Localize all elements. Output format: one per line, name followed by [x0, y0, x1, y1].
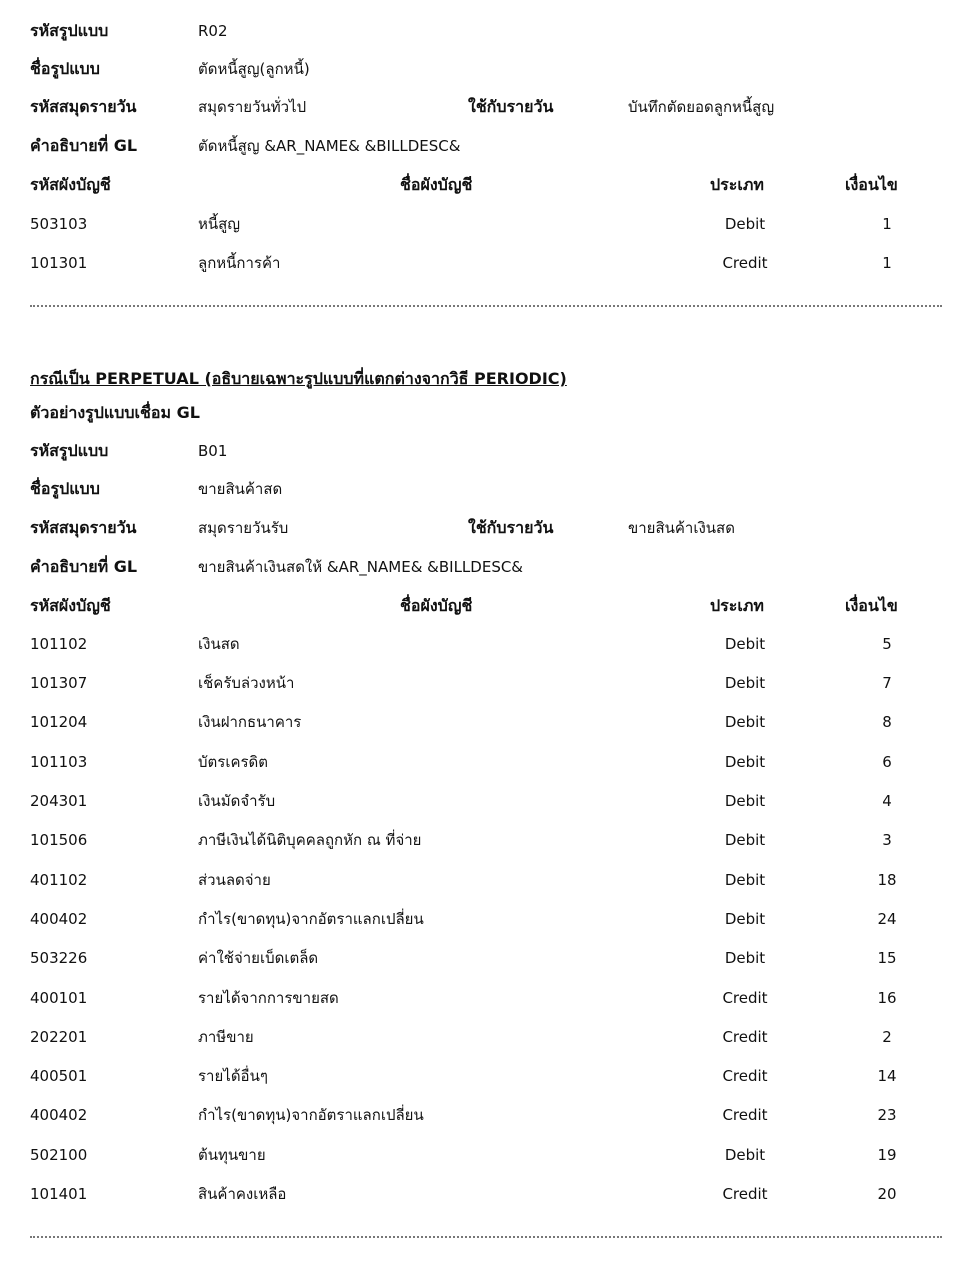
- entry-type: Debit: [724, 792, 766, 810]
- journal-code-label: รหัสสมุดรายวัน: [30, 518, 137, 537]
- account-code: 101307: [30, 674, 88, 692]
- table-row: [30, 1182, 930, 1206]
- account-code: 502100: [30, 1146, 88, 1164]
- use-with-journal-label: ใช้กับรายวัน: [468, 518, 554, 537]
- header-type: ประเภท: [710, 596, 764, 615]
- header-account-name: ชื่อผังบัญชี: [400, 175, 473, 194]
- entry-type: Credit: [722, 1185, 768, 1203]
- gl-description-value: ตัดหนี้สูญ &AR_NAME& &BILLDESC&: [198, 137, 461, 155]
- table-row: [30, 1064, 930, 1088]
- pattern-name-value: ตัดหนี้สูญ(ลูกหนี้): [198, 60, 310, 78]
- account-code: 503226: [30, 949, 88, 967]
- entry-type: Credit: [722, 1028, 768, 1046]
- account-name: กำไร(ขาดทุน)จากอัตราแลกเปลี่ยน: [198, 1106, 424, 1124]
- condition: 4: [882, 792, 892, 810]
- entry-type: Debit: [724, 831, 766, 849]
- table-row: [30, 1143, 930, 1167]
- condition: 2: [882, 1028, 892, 1046]
- dotted-divider: [30, 305, 942, 307]
- header-account-code: รหัสผังบัญชี: [30, 596, 111, 615]
- pattern-code-value: B01: [198, 442, 228, 460]
- table-row: [30, 986, 930, 1010]
- entry-type: Credit: [722, 989, 768, 1007]
- condition: 1: [882, 254, 892, 272]
- condition: 8: [882, 713, 892, 731]
- table-row: [30, 1103, 930, 1127]
- sub-title: ตัวอย่างรูปแบบเชื่อม GL: [30, 403, 200, 422]
- table-row: [30, 750, 930, 774]
- account-name: รายได้อื่นๆ: [198, 1067, 268, 1085]
- account-code: 101301: [30, 254, 88, 272]
- header-condition: เงื่อนไข: [845, 596, 898, 615]
- pattern-code-label: รหัสรูปแบบ: [30, 21, 109, 40]
- account-code: 202201: [30, 1028, 88, 1046]
- account-code: 101102: [30, 635, 88, 653]
- account-code: 101204: [30, 713, 88, 731]
- condition: 18: [877, 871, 897, 889]
- account-code: 101401: [30, 1185, 88, 1203]
- entry-type: Debit: [724, 949, 766, 967]
- table-row: [30, 907, 930, 931]
- table-row: [30, 671, 930, 695]
- account-name: ส่วนลดจ่าย: [198, 871, 271, 889]
- account-name: ภาษีขาย: [198, 1028, 254, 1046]
- condition: 24: [877, 910, 897, 928]
- account-name: หนี้สูญ: [198, 215, 241, 233]
- pattern-code-value: R02: [198, 22, 228, 40]
- header-condition: เงื่อนไข: [845, 175, 898, 194]
- table-row: [30, 789, 930, 813]
- entry-type: Debit: [724, 674, 766, 692]
- account-name: รายได้จากการขายสด: [198, 989, 339, 1007]
- table-row: [30, 251, 930, 275]
- pattern-code-label: รหัสรูปแบบ: [30, 441, 109, 460]
- account-name: บัตรเครดิต: [198, 753, 269, 771]
- entry-type: Credit: [722, 1067, 768, 1085]
- account-name: ค่าใช้จ่ายเบ็ดเตล็ด: [198, 949, 319, 967]
- use-with-journal-value: ขายสินค้าเงินสด: [628, 519, 735, 537]
- header-type: ประเภท: [710, 175, 764, 194]
- dotted-divider: [30, 1236, 942, 1238]
- entry-type: Debit: [724, 910, 766, 928]
- condition: 16: [877, 989, 897, 1007]
- table-row: [30, 632, 930, 656]
- journal-code-value: สมุดรายวันรับ: [198, 519, 289, 537]
- entry-type: Debit: [724, 753, 766, 771]
- pattern-name-label: ชื่อรูปแบบ: [30, 59, 100, 78]
- entry-type: Debit: [724, 713, 766, 731]
- table-header: [30, 594, 930, 618]
- account-code: 101103: [30, 753, 88, 771]
- gl-description-value: ขายสินค้าเงินสดให้ &AR_NAME& &BILLDESC&: [198, 558, 524, 576]
- pattern-name-label: ชื่อรูปแบบ: [30, 479, 100, 498]
- entry-type: Debit: [724, 871, 766, 889]
- entry-type: Credit: [722, 1106, 768, 1124]
- account-code: 401102: [30, 871, 88, 889]
- condition: 3: [882, 831, 892, 849]
- table-row: [30, 828, 930, 852]
- table-row: [30, 1025, 930, 1049]
- account-name: สินค้าคงเหลือ: [198, 1185, 287, 1203]
- account-code: 204301: [30, 792, 88, 810]
- entry-type: Debit: [724, 215, 766, 233]
- gl-description-label: คำอธิบายที่ GL: [30, 557, 138, 576]
- account-name: ลูกหนี้การค้า: [198, 254, 281, 272]
- account-name: เงินมัดจำรับ: [198, 792, 276, 810]
- condition: 7: [882, 674, 892, 692]
- account-name: ภาษีเงินได้นิติบุคคลถูกหัก ณ ที่จ่าย: [198, 831, 422, 849]
- table-header: [30, 173, 930, 197]
- condition: 20: [877, 1185, 897, 1203]
- account-code: 503103: [30, 215, 88, 233]
- table-row: [30, 710, 930, 734]
- section-title: กรณีเป็น PERPETUAL (อธิบายเฉพาะรูปแบบที่แตกต่างจากวิธี PERIODIC): [30, 369, 567, 388]
- table-row: [30, 212, 930, 236]
- account-code: 400402: [30, 1106, 88, 1124]
- condition: 14: [877, 1067, 897, 1085]
- table-row: [30, 868, 930, 892]
- header-account-name: ชื่อผังบัญชี: [400, 596, 473, 615]
- account-code: 400501: [30, 1067, 88, 1085]
- account-code: 101506: [30, 831, 88, 849]
- header-account-code: รหัสผังบัญชี: [30, 175, 111, 194]
- account-code: 400402: [30, 910, 88, 928]
- use-with-journal-value: บันทึกตัดยอดลูกหนี้สูญ: [628, 98, 775, 116]
- condition: 6: [882, 753, 892, 771]
- journal-code-label: รหัสสมุดรายวัน: [30, 97, 137, 116]
- journal-code-value: สมุดรายวันทั่วไป: [198, 98, 307, 116]
- account-name: ต้นทุนขาย: [198, 1146, 266, 1164]
- pattern-name-value: ขายสินค้าสด: [198, 480, 283, 498]
- condition: 23: [877, 1106, 897, 1124]
- gl-description-label: คำอธิบายที่ GL: [30, 136, 138, 155]
- account-code: 400101: [30, 989, 88, 1007]
- use-with-journal-label: ใช้กับรายวัน: [468, 97, 554, 116]
- condition: 1: [882, 215, 892, 233]
- entry-type: Debit: [724, 1146, 766, 1164]
- account-name: กำไร(ขาดทุน)จากอัตราแลกเปลี่ยน: [198, 910, 424, 928]
- condition: 19: [877, 1146, 897, 1164]
- condition: 15: [877, 949, 897, 967]
- account-name: เช็ครับล่วงหน้า: [198, 674, 295, 692]
- entry-type: Debit: [724, 635, 766, 653]
- account-name: เงินสด: [198, 635, 240, 653]
- table-row: [30, 946, 930, 970]
- entry-type: Credit: [722, 254, 768, 272]
- account-name: เงินฝากธนาคาร: [198, 713, 302, 731]
- condition: 5: [882, 635, 892, 653]
